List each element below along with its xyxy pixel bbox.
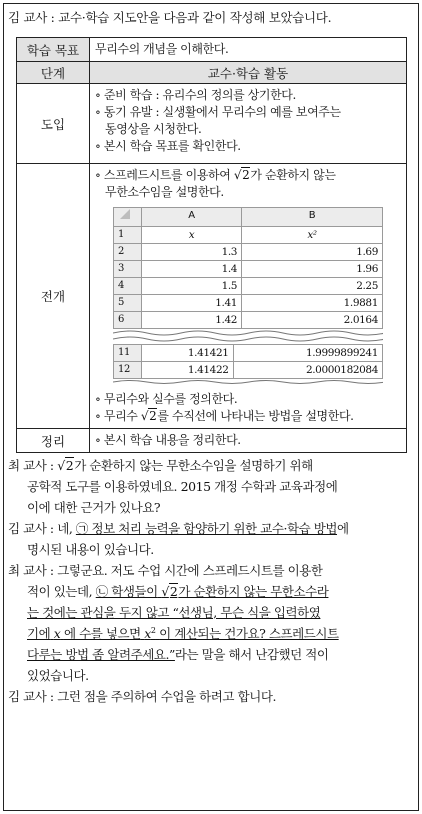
dialogue-line: 이에 대한 근거가 있나요? bbox=[27, 500, 161, 515]
list-item: ∘ 준비 학습 : 유리수의 정의를 상기한다. bbox=[95, 88, 296, 102]
cell[interactable]: 1.4 bbox=[142, 261, 242, 278]
spreadsheet-grid-bottom bbox=[113, 344, 383, 379]
cell[interactable]: 2.0000182084 bbox=[233, 362, 382, 379]
stage-intro-activities bbox=[90, 84, 407, 164]
stage-close-label: 정리 bbox=[17, 429, 90, 453]
select-all-corner[interactable] bbox=[114, 208, 142, 227]
row-header[interactable]: 2 bbox=[114, 244, 142, 261]
table-row bbox=[114, 278, 383, 295]
table-row bbox=[114, 362, 383, 379]
row-header[interactable]: 5 bbox=[114, 295, 142, 312]
dialogue-line: 다루는 방법 좀 알려주세요.”라는 말을 해서 난감했던 적이 bbox=[27, 647, 329, 662]
list-item: ∘ 본시 학습 내용을 정리한다. bbox=[95, 433, 241, 447]
cell[interactable]: 1.9999899241 bbox=[233, 345, 382, 362]
stage-header: 단계 bbox=[17, 62, 90, 84]
dialogue-line: 는 것에는 관심을 두지 않고 “선생님, 무슨 식을 입력하였 bbox=[27, 605, 321, 620]
row-header[interactable]: 3 bbox=[114, 261, 142, 278]
dialogue-line: 적이 있는데, ㉡ 학생들이 √2가 순환하지 않는 무한소수라 bbox=[27, 584, 329, 599]
cell-header-x-squared[interactable]: x² bbox=[242, 227, 383, 244]
goal-label: 학습 목표 bbox=[17, 38, 90, 62]
table-row bbox=[114, 345, 383, 362]
dialogue-line: 김 교사 : 그런 점을 주의하여 수업을 하려고 합니다. bbox=[8, 689, 276, 704]
cell[interactable]: 1.69 bbox=[242, 244, 383, 261]
dialogue-line: 명시된 내용이 있습니다. bbox=[27, 542, 154, 557]
goal-text: 무리수의 개념을 이해한다. bbox=[90, 38, 407, 62]
corner-triangle-icon bbox=[118, 208, 132, 220]
teacher-dialogue bbox=[8, 455, 414, 707]
underlined-phrase-a: ㉠ 정보 처리 능력을 함양하기 위한 교수·학습 방법 bbox=[75, 521, 338, 536]
column-header-b[interactable]: B bbox=[242, 208, 383, 227]
stage-close-activities bbox=[90, 429, 407, 453]
row-header[interactable]: 6 bbox=[114, 312, 142, 329]
list-item-continuation: 동영상을 시청한다. bbox=[105, 122, 202, 136]
cell-header-x[interactable]: x bbox=[142, 227, 242, 244]
table-row bbox=[114, 295, 383, 312]
table-row bbox=[114, 261, 383, 278]
row-header[interactable]: 4 bbox=[114, 278, 142, 295]
dialogue-line: 김 교사 : 네, ㉠ 정보 처리 능력을 함양하기 위한 교수·학습 방법에 bbox=[8, 521, 349, 536]
cell[interactable]: 1.41422 bbox=[142, 362, 234, 379]
sqrt-expression: √2 bbox=[233, 168, 250, 182]
dialogue-line: 공학적 도구를 이용하였네요. 2015 개정 수학과 교육과정에 bbox=[27, 479, 338, 494]
spreadsheet bbox=[113, 207, 383, 387]
row-header[interactable]: 1 bbox=[114, 227, 142, 244]
cell[interactable]: 1.5 bbox=[142, 278, 242, 295]
cell[interactable]: 1.3 bbox=[142, 244, 242, 261]
dialogue-line: 있었습니다. bbox=[27, 668, 89, 683]
cell[interactable]: 1.41421 bbox=[142, 345, 234, 362]
table-row bbox=[114, 312, 383, 329]
underlined-phrase-b: ㉡ 학생들이 √2가 순환하지 않는 무한소수라 bbox=[95, 584, 329, 599]
stage-develop-activities bbox=[90, 164, 407, 429]
dialogue-line: 최 교사 : 그렇군요. 저도 수업 시간에 스프레드시트를 이용한 bbox=[8, 563, 323, 578]
cell[interactable]: 1.96 bbox=[242, 261, 383, 278]
sqrt-expression: √2 bbox=[140, 409, 157, 423]
spreadsheet-bottom-wave bbox=[113, 379, 383, 387]
cell[interactable]: 1.9881 bbox=[242, 295, 383, 312]
column-header-a[interactable]: A bbox=[142, 208, 242, 227]
table-row bbox=[114, 244, 383, 261]
cell[interactable]: 2.0164 bbox=[242, 312, 383, 329]
list-item: ∘ 무리수 √2를 수직선에 나타내는 방법을 설명한다. bbox=[95, 409, 354, 423]
list-item: ∘ 본시 학습 목표를 확인한다. bbox=[95, 139, 241, 153]
dialogue-line: 기에 x 에 수를 넣으면 $x^2$ 이 계산되는 건가요? 스프레드시트 bbox=[27, 625, 339, 641]
stage-develop-label: 전개 bbox=[17, 164, 90, 429]
stage-intro-label: 도입 bbox=[17, 84, 90, 164]
activity-header: 교수·학습 활동 bbox=[90, 62, 407, 84]
row-header[interactable]: 12 bbox=[114, 362, 142, 379]
lesson-plan-table bbox=[16, 37, 407, 453]
row-header[interactable]: 11 bbox=[114, 345, 142, 362]
spreadsheet-grid bbox=[113, 207, 383, 329]
spreadsheet-break-wave bbox=[113, 329, 383, 344]
cell[interactable]: 1.41 bbox=[142, 295, 242, 312]
list-item: ∘ 스프레드시트를 이용하여 √2가 순환하지 않는 bbox=[95, 168, 336, 182]
dialogue-line: 최 교사 : √2가 순환하지 않는 무한소수임을 설명하기 위해 bbox=[8, 458, 313, 473]
list-item-continuation: 무한소수임을 설명한다. bbox=[105, 185, 224, 199]
cell[interactable]: 1.42 bbox=[142, 312, 242, 329]
list-item: ∘ 무리수와 실수를 정의한다. bbox=[95, 392, 238, 406]
list-item: ∘ 동기 유발 : 실생활에서 무리수의 예를 보여주는 bbox=[95, 105, 341, 119]
sqrt-expression: √2 bbox=[57, 458, 74, 473]
cell[interactable]: 2.25 bbox=[242, 278, 383, 295]
sqrt-expression: √2 bbox=[161, 584, 178, 599]
intro-text: 김 교사 : 교수·학습 지도안을 다음과 같이 작성해 보았습니다. bbox=[8, 10, 332, 25]
